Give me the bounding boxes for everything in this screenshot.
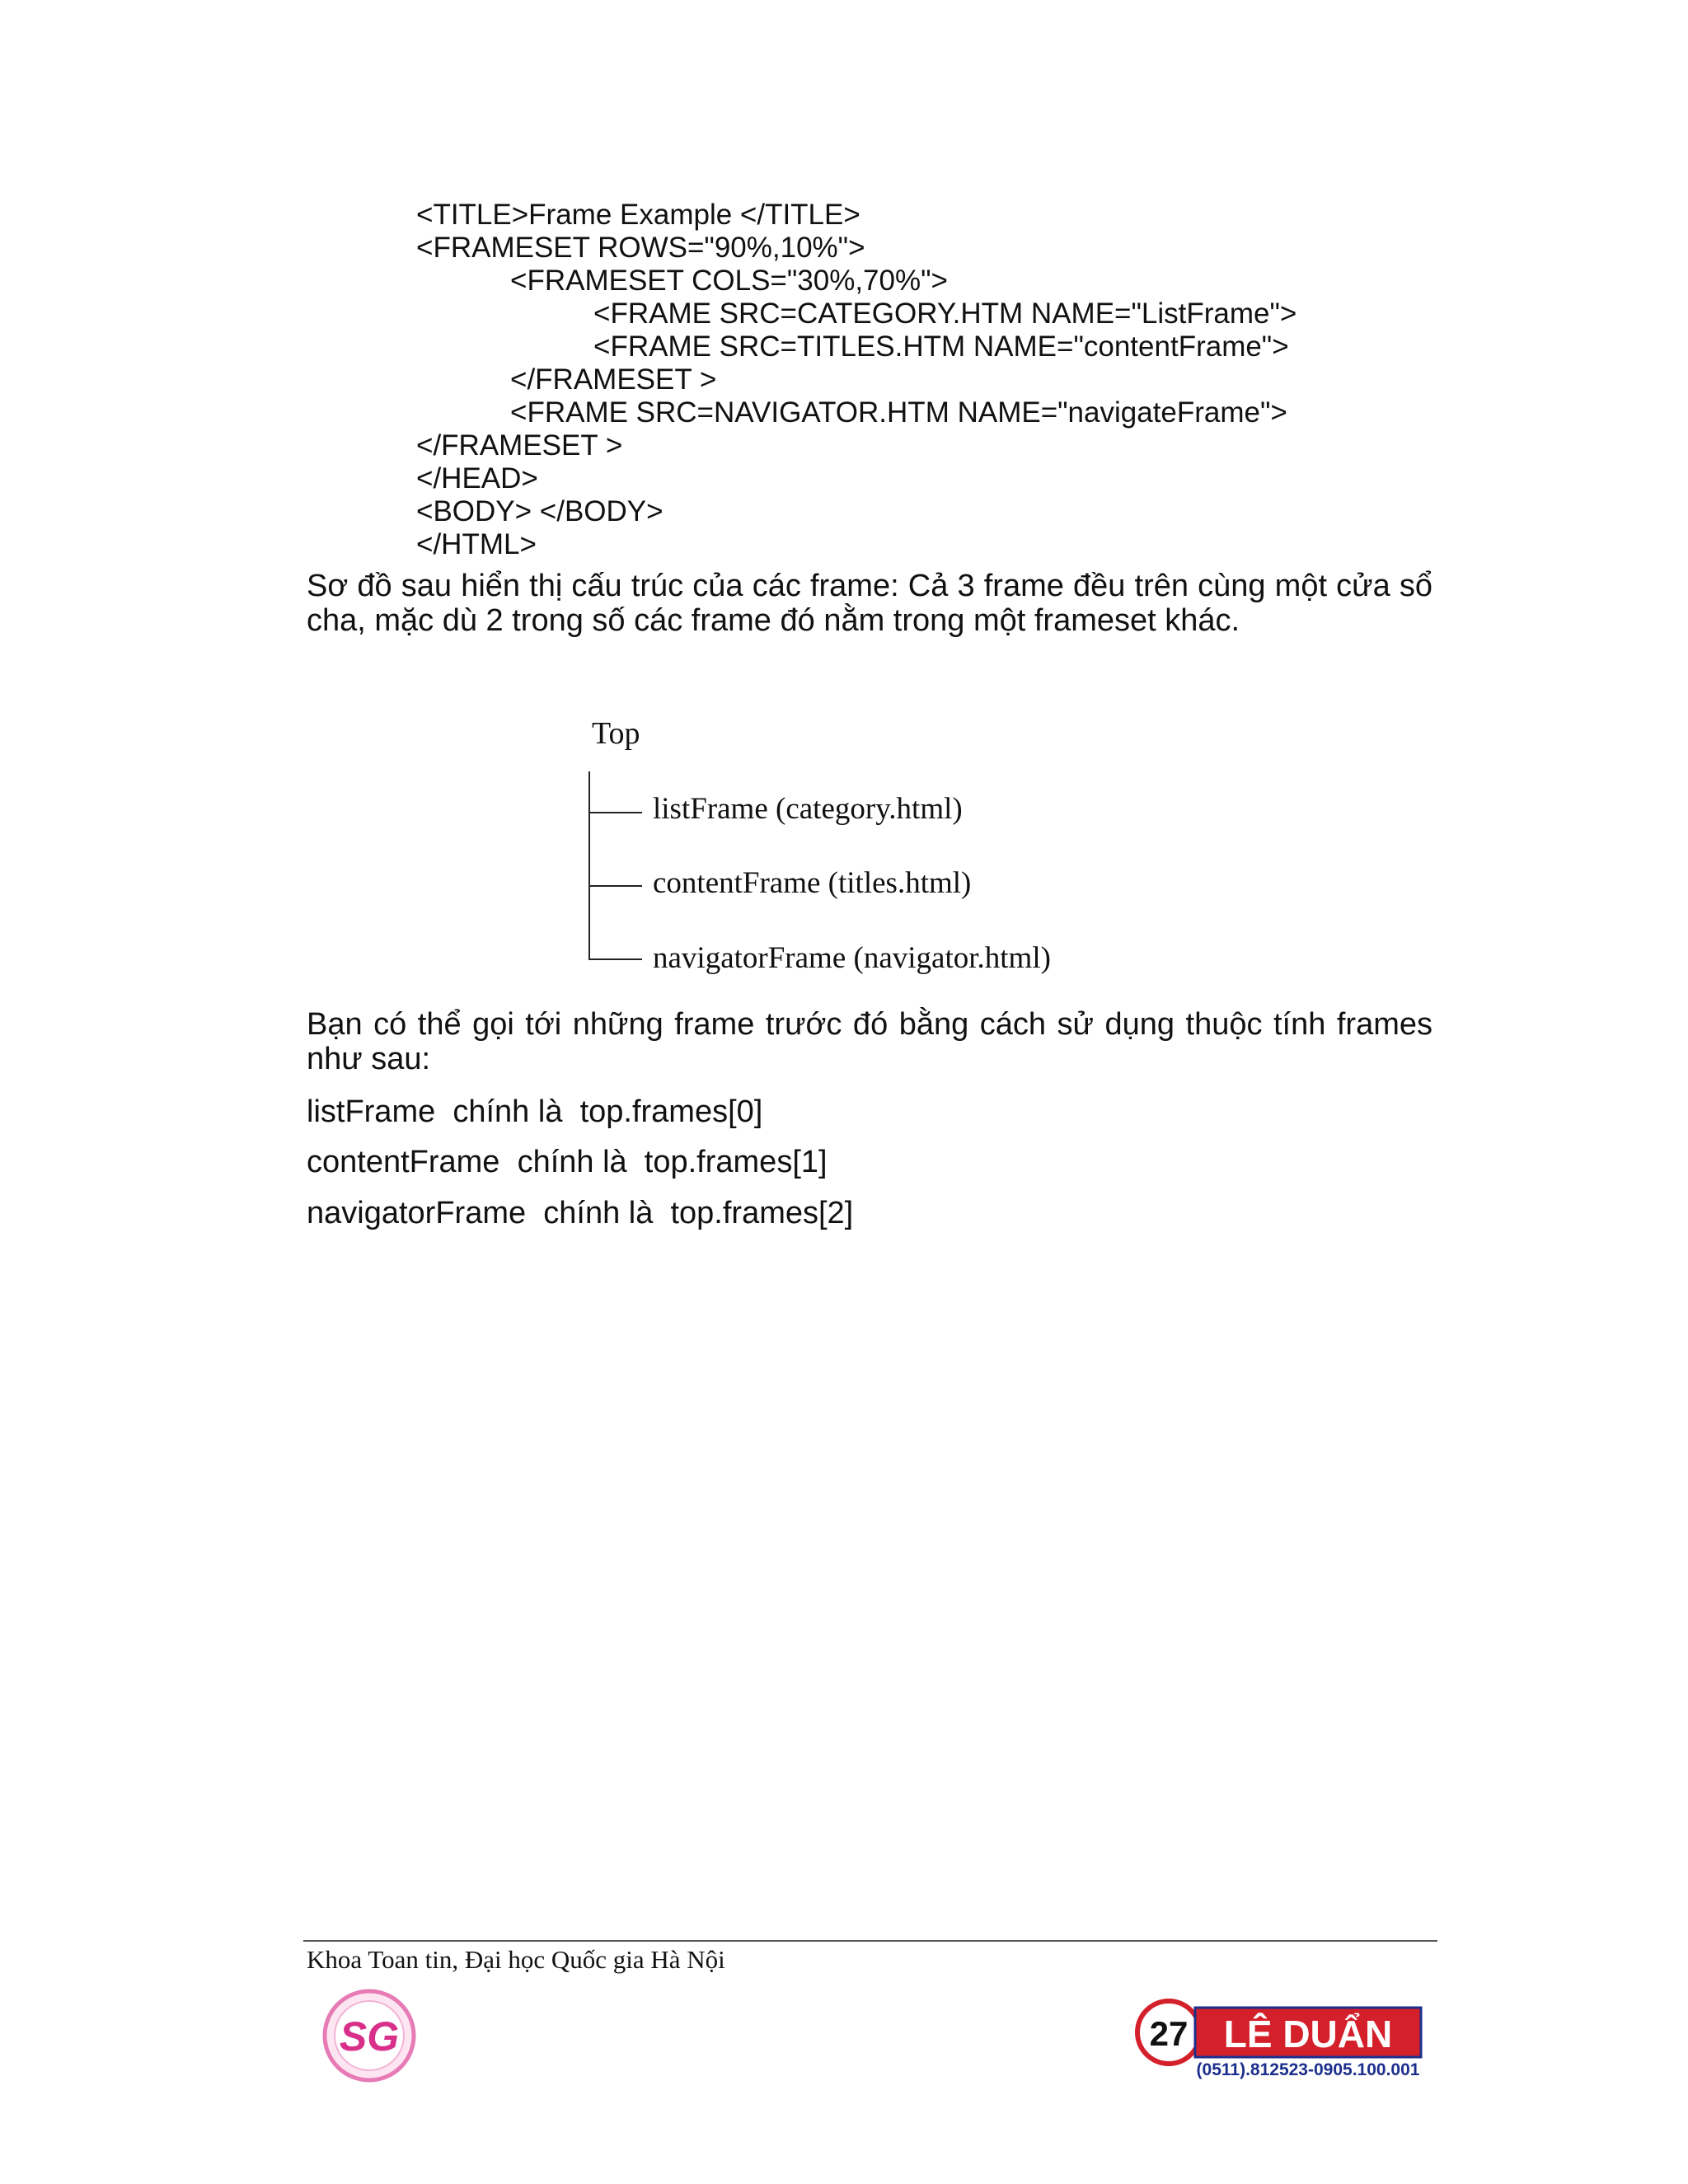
code-line: <BODY> </BODY>	[416, 495, 663, 527]
logo-number: 27	[1149, 2014, 1189, 2053]
frame-name: listFrame	[307, 1094, 436, 1129]
frame-expression: top.frames[0]	[579, 1094, 763, 1129]
paragraph-frames-property: Bạn có thể gọi tới những frame trước đó bằng cách sử dụng thuộc tính frames như sau:	[307, 1007, 1432, 1076]
code-line: <FRAME SRC=TITLES.HTM NAME="contentFrame">	[593, 330, 1289, 363]
tree-root-label: Top	[592, 716, 640, 751]
tree-trunk-line	[588, 771, 590, 960]
frame-name: contentFrame	[307, 1145, 500, 1179]
reference-verb: chính là	[517, 1145, 627, 1179]
tree-branch-line	[588, 885, 642, 887]
code-line: <TITLE>Frame Example </TITLE>	[416, 199, 860, 231]
frame-reference-line	[307, 1196, 853, 1231]
tree-node-label: listFrame (category.html)	[653, 792, 963, 826]
frame-reference-line	[307, 1145, 828, 1180]
frame-expression: top.frames[1]	[644, 1145, 828, 1179]
tree-branch-line	[588, 812, 642, 813]
paragraph-frame-structure: Sơ đồ sau hiển thị cấu trúc của các frame: Cả 3 frame đều trên cùng một cửa sổ cha, mặc dù 2 trong số các frame đó nằm trong một frameset khác.	[307, 569, 1432, 638]
code-line: <FRAMESET COLS="30%,70%">	[510, 265, 948, 297]
reference-verb: chính là	[543, 1196, 654, 1230]
tree-node-label: contentFrame (titles.html)	[653, 866, 972, 900]
frame-expression: top.frames[2]	[670, 1196, 854, 1230]
footer-divider	[303, 1940, 1437, 1942]
footer-institution: Khoa Toan tin, Đại học Quốc gia Hà Nội	[307, 1945, 725, 1974]
code-line: </HEAD>	[416, 462, 538, 494]
le-duan-logo	[1132, 1998, 1424, 2080]
sg-logo-letters: SG	[339, 2013, 400, 2060]
logo-phone: (0511).812523-0905.100.001	[1196, 2060, 1420, 2079]
logo-name: LÊ DUẨN	[1223, 2013, 1393, 2055]
frame-name: navigatorFrame	[307, 1196, 527, 1230]
code-line: </HTML>	[416, 528, 537, 560]
reference-verb: chính là	[452, 1094, 563, 1129]
tree-node-label: navigatorFrame (navigator.html)	[653, 941, 1051, 975]
code-line: </FRAMESET >	[416, 429, 623, 462]
sg-logo-icon	[320, 1986, 419, 2085]
frame-reference-line	[307, 1094, 762, 1130]
code-line: <FRAME SRC=NAVIGATOR.HTM NAME="navigateFrame">	[510, 396, 1287, 429]
code-line: <FRAME SRC=CATEGORY.HTM NAME="ListFrame">	[593, 298, 1297, 330]
code-line: </FRAMESET >	[510, 363, 717, 396]
tree-branch-line	[588, 958, 642, 960]
code-line: <FRAMESET ROWS="90%,10%">	[416, 232, 865, 264]
